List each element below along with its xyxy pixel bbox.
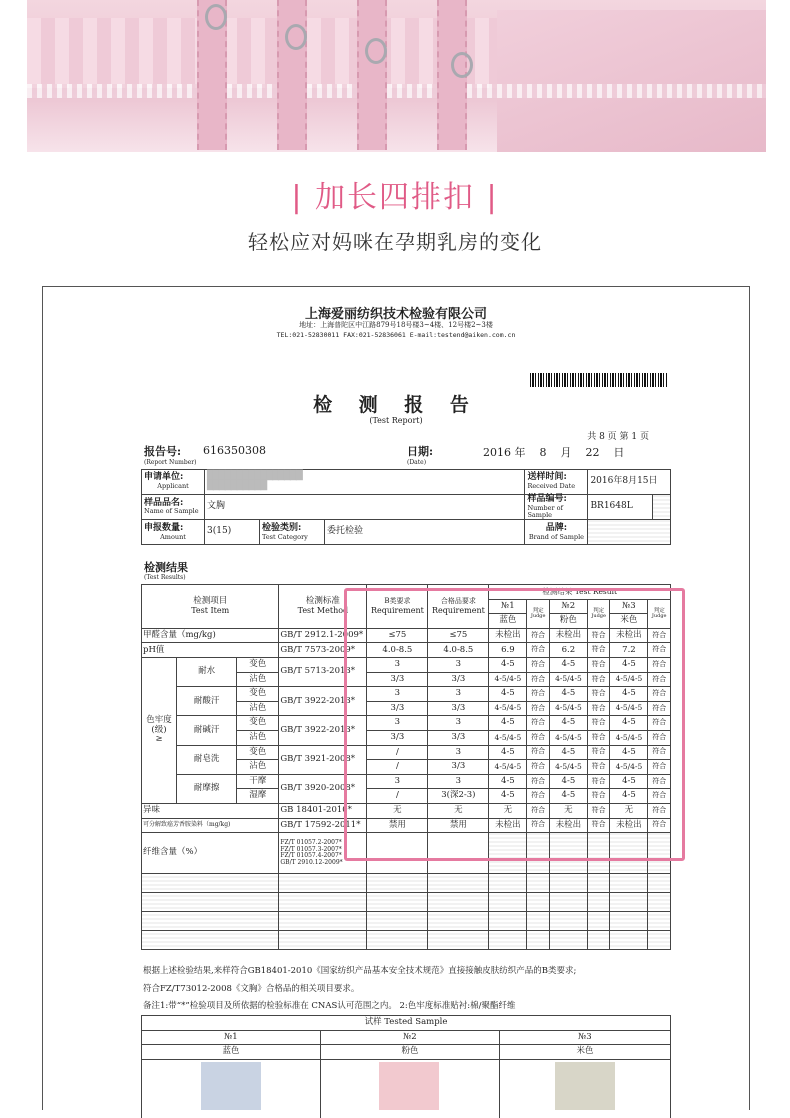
- amount: 3(15): [205, 520, 260, 545]
- table-row: 沾色 3/3 3/3 4-5/4-5 符合 4-5/4-5 符合 4-5/4-5 符合: [142, 672, 671, 687]
- barcode-icon: [530, 373, 668, 387]
- sample-2-color: 粉色: [321, 1045, 500, 1060]
- table-row: 可分解致癌芳香胺染料（mg/kg) GB/T 17592-2011* 禁用 禁用 未检出 符合 未检出 符合 未检出 符合: [142, 818, 671, 833]
- sample-1-swatch: [201, 1062, 261, 1110]
- report-date: 2016 年 8 月 22 日: [483, 446, 625, 459]
- company-name: 上海爱丽纺织技术检验有限公司: [304, 307, 487, 322]
- table-row: 沾色 3/3 3/3 4-5/4-5 符合 4-5/4-5 符合 4-5/4-5 符合: [142, 730, 671, 745]
- test-category: 委托检验: [325, 520, 525, 545]
- table-row: 耐摩擦 干摩 GB/T 3920-2008* 3 3 4-5 符合 4-5 符合 4-5 符合: [142, 774, 671, 789]
- company-contact: TEL:021-52830011 FAX:021-52836061 E-mail:testend@aiken.com.cn: [276, 331, 516, 339]
- applicant-redacted: ████████████████ ██████████: [205, 470, 525, 495]
- test-report: [42, 286, 750, 1110]
- info-table: 申请单位: Applicant ████████████████ ██████████ 送样时间: Received Date 2016年8月15日 样品品名: Name of Sample 文胸 样品编号: Number of Sample BR1648L 申报数量: Amount 3(15) 检验类别: Test Category 委托检验 品牌: Brand of Sample: [141, 469, 671, 545]
- results-label: 检测结果: [144, 561, 188, 574]
- hook-eye-icon: [285, 24, 307, 50]
- report-no: 616350308: [203, 444, 266, 457]
- sample-3-swatch: [555, 1062, 615, 1110]
- table-row: 耐碱汗 变色 GB/T 3922-2013* 3 3 4-5 符合 4-5 符合 4-5 符合: [142, 716, 671, 731]
- conclusion-line-1: 根据上述检验结果,来样符合GB18401-2010《国家纺织产品基本安全技术规范》直接接触皮肤纺织产品的B类要求;: [143, 966, 577, 976]
- hook-eye-icon: [451, 52, 473, 78]
- hook-eye-icon: [205, 4, 227, 30]
- sample-2-swatch: [379, 1062, 439, 1110]
- report-title-en: (Test Report): [369, 416, 423, 425]
- sample-name: 文胸: [205, 495, 525, 520]
- sample-1-color: 蓝色: [142, 1045, 321, 1060]
- tested-sample-table: 试样 Tested Sample №1 №2 №3 蓝色 粉色 米色: [141, 1015, 671, 1118]
- table-row: 纤维含量（%） FZ/T 01057.2-2007* FZ/T 01057.3-2007* FZ/T 01057.4-2007* GB/T 2910.12-2009*: [142, 833, 671, 874]
- company-address: 地址：上海普陀区中江路879号18号楼3~4楼、12号楼2~3楼: [299, 321, 493, 329]
- report-title: 检 测 报 告: [313, 394, 479, 416]
- results-en: (Test Results): [144, 574, 186, 581]
- table-row: 湿摩 / 3(深2-3) 4-5 符合 4-5 符合 4-5 符合: [142, 789, 671, 804]
- conclusion-line-2: 符合FZ/T73012-2008《文胸》合格品的相关项目要求。: [143, 984, 360, 994]
- tested-sample-title: 试样 Tested Sample: [142, 1016, 671, 1031]
- table-row: pH值 GB/T 7573-2009* 4.0-8.5 4.0-8.5 6.9 符合 6.2 符合 7.2 符合: [142, 643, 671, 658]
- report-no-en: (Report Number): [144, 459, 197, 466]
- results-table: 检测项目 Test Item 检测标准 Test Method B类要求 Requirement 合格品要求 Requirement 检测结果 Test Result №1 判定 Judge №2 判定 Judge №3 判定 Judge 蓝色 粉色 米色 甲醛含量（mg/kg) GB/T 2912.1-2009* ≤75 ≤75 未检出 符合 未检出 符合 未检出 符合 pH值 GB/T 7573-2009* 4.0-8.5 4.0-8.5 6.9 符合 6.2 符合 7.2 符合 色牢度 (级) ≥ 耐水 变色 GB/T 5713-2013* 3 3 4-5 符合 4-5 符合 4-5 符合 沾色 3/3 3/3 4-5/4-5 符合 4-5/4-5 符合 4-5/4-5 符合 耐酸汗 变色 GB/T 3922-2013* 3 3 4-5 符合 4-5 符合 4-5 符合 沾色 3/3 3/3 4-5/4-5 符合 4-5/4-5 符合 4-5/4-5 符合 耐碱汗 变色 GB/T 3922-2013* 3 3 4-5 符合 4-5 符合 4-5 符合 沾色 3/3 3/3 4-5/4-5 符合 4-5/4-5 符合 4-5/4-5 符合 耐皂洗 变色 GB/T 3921-2008* / 3 4-5 符合 4-5 符合 4-5 符合 沾色 / 3/3 4-5/4-5 符合 4-5/4-5 符合 4-5/4-5 符合 耐摩擦 干摩 GB/T 3920-2008* 3 3 4-5 符合 4-5 符合 4-5 符合 湿摩 / 3(深2-3) 4-5 符合 4-5 符合 4-5 符合 异味 GB 18401-2010* 无 无 无 符合 无 符合 无 符合 可分解致癌芳香胺染料（mg/kg) GB/T 17592-2011* 禁用 禁用 未检出 符合 未检出 符合 未检出 符合 纤维含量（%） FZ/T 01057.2-2007* FZ/T 01057.3-2007* FZ/T 01057.4-2007* GB/T 2910.12-2009*: [141, 584, 671, 950]
- table-row: 耐酸汗 变色 GB/T 3922-2013* 3 3 4-5 符合 4-5 符合 4-5 符合: [142, 687, 671, 702]
- highlight-frame: [344, 588, 685, 861]
- table-row: 耐皂洗 变色 GB/T 3921-2008* / 3 4-5 符合 4-5 符合 4-5 符合: [142, 745, 671, 760]
- subline: 轻松应对妈咪在孕期乳房的变化: [248, 230, 542, 254]
- remark-line: 备注1:带“*”检验项目及所依据的检验标准在 CNAS认可范围之内。 2:色牢度标准贴衬:棉/聚酯纤维: [143, 1001, 516, 1011]
- table-row: 甲醛含量（mg/kg) GB/T 2912.1-2009* ≤75 ≤75 未检出 符合 未检出 符合 未检出 符合: [142, 628, 671, 643]
- received-date: 2016年8月15日: [588, 470, 671, 495]
- table-row: 色牢度 (级) ≥ 耐水 变色 GB/T 5713-2013* 3 3 4-5 符合 4-5 符合 4-5 符合: [142, 657, 671, 672]
- date-en: (Date): [407, 459, 427, 466]
- sample-3-color: 米色: [500, 1045, 671, 1060]
- table-row: 沾色 / 3/3 4-5/4-5 符合 4-5/4-5 符合 4-5/4-5 符合: [142, 760, 671, 775]
- hook-eye-icon: [365, 38, 387, 64]
- sample-number: BR1648L: [588, 495, 653, 520]
- table-row: 异味 GB 18401-2010* 无 无 无 符合 无 符合 无 符合: [142, 803, 671, 818]
- headline: | 加长四排扣 |: [291, 180, 499, 215]
- product-photo-bra-hooks: [27, 0, 766, 152]
- page-count: 共 8 页 第 1 页: [587, 432, 649, 442]
- table-row: 沾色 3/3 3/3 4-5/4-5 符合 4-5/4-5 符合 4-5/4-5 符合: [142, 701, 671, 716]
- test-result-header: 检测结果 Test Result: [489, 585, 671, 600]
- date-label: 日期:: [407, 445, 434, 458]
- report-no-label: 报告号:: [144, 445, 182, 458]
